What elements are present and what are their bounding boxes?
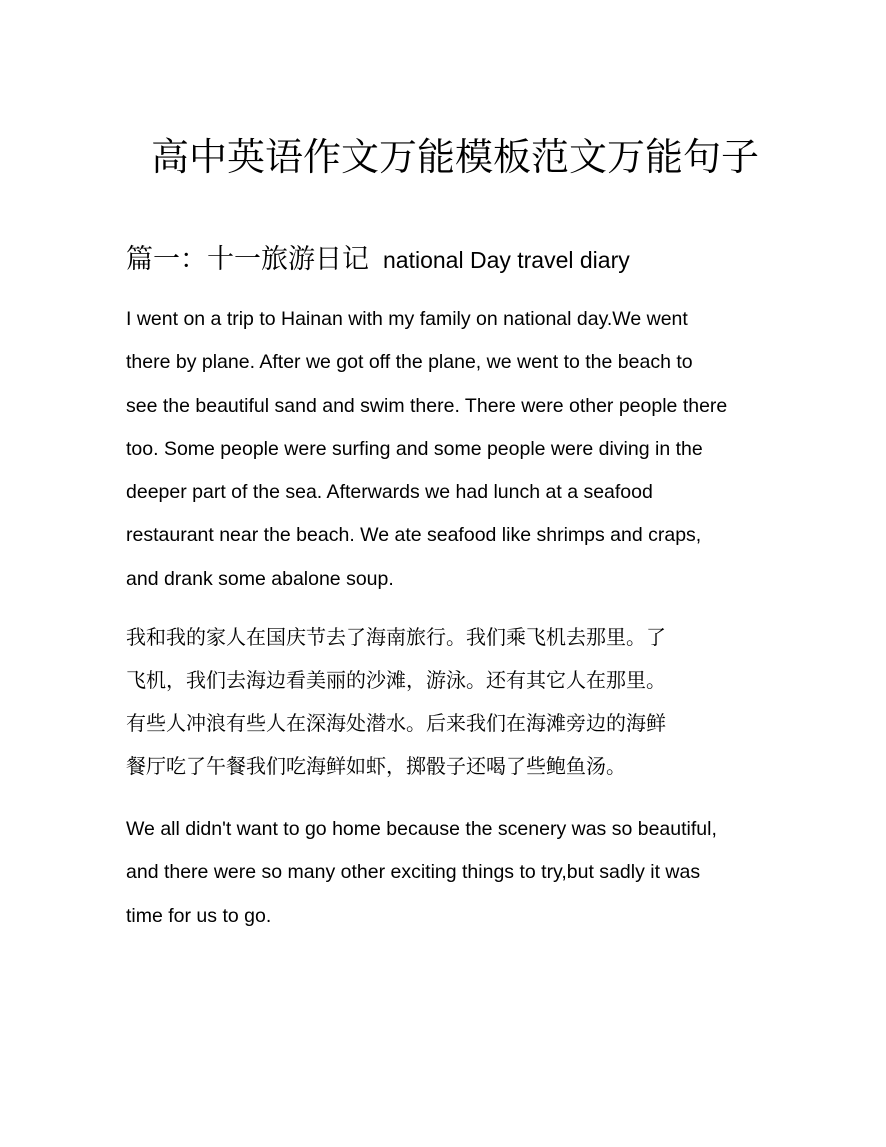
paragraph-line: We all didn't want to go home because the scenery was so beautiful, bbox=[126, 818, 717, 840]
paragraph-line: there by plane. After we got off the plane, we went to the beach to bbox=[126, 351, 693, 374]
paragraph-line: restaurant near the beach. We ate seafood like shrimps and craps, bbox=[126, 524, 702, 547]
paragraph-line: 飞机，我们去海边看美丽的沙滩，游泳。还有其它人在那里。 bbox=[126, 668, 666, 692]
section-heading bbox=[126, 238, 630, 282]
paragraph-line: I went on a trip to Hainan with my family on national day.We went bbox=[126, 308, 688, 330]
paragraph-english-trip bbox=[126, 298, 786, 601]
paragraph-line: 有些人冲浪有些人在深海处潜水。后来我们在海滩旁边的海鲜 bbox=[126, 711, 666, 735]
paragraph-line: see the beautiful sand and swim there. There were other people there bbox=[126, 394, 728, 417]
paragraph-line: 我和我的家人在国庆节去了海南旅行。我们乘飞机去那里。了 bbox=[126, 625, 666, 649]
paragraph-line: time for us to go. bbox=[126, 904, 272, 927]
section-heading-chinese: 篇一：十一旅游日记 bbox=[126, 244, 369, 275]
paragraph-line: deeper part of the sea. Afterwards we had lunch at a seafood bbox=[126, 481, 653, 504]
document-title: 高中英语作文万能模板范文万能句子 bbox=[150, 135, 759, 179]
paragraph-chinese-translation bbox=[126, 616, 806, 788]
paragraph-line: 餐厅吃了午餐我们吃海鲜如虾，掷骰子还喝了些鲍鱼汤。 bbox=[126, 754, 626, 778]
paragraph-line: and drank some abalone soup. bbox=[126, 567, 394, 590]
paragraph-english-ending bbox=[126, 808, 786, 938]
paragraph-line: too. Some people were surfing and some people were diving in the bbox=[126, 437, 703, 460]
section-heading-english: national Day travel diary bbox=[383, 247, 630, 273]
paragraph-line: and there were so many other exciting things to try,but sadly it was bbox=[126, 861, 701, 884]
